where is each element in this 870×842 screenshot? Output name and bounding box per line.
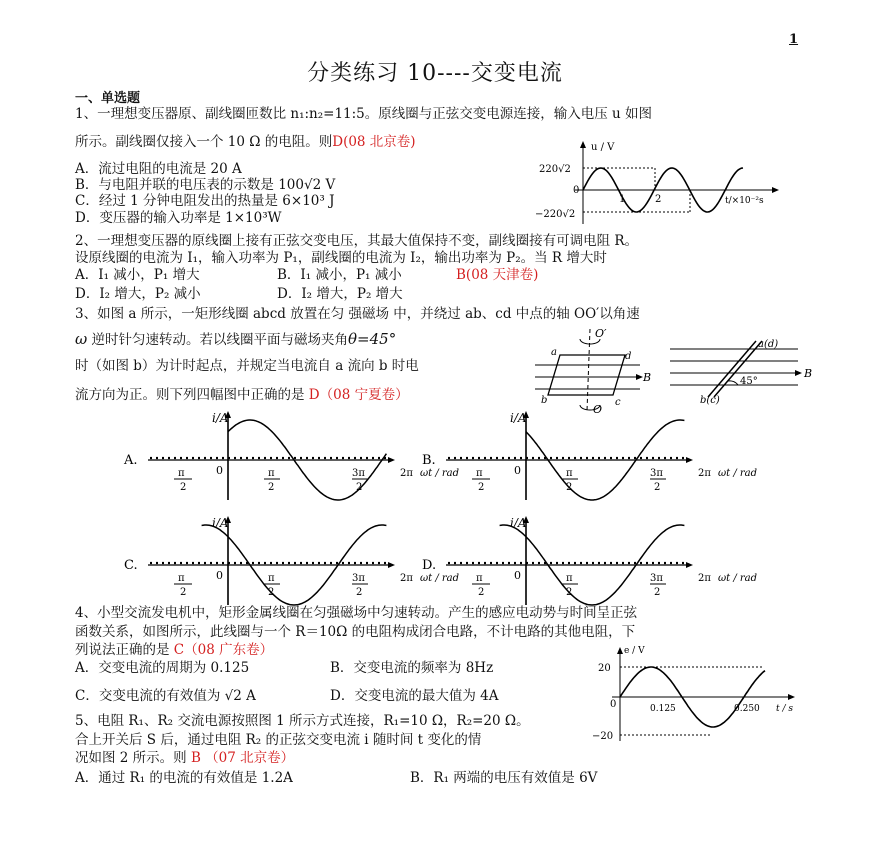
q3-graph-a <box>120 410 460 505</box>
q5-option-b: B．R₁ 两端的电压有效值是 6V <box>410 770 598 786</box>
tick-pi: π <box>566 468 573 479</box>
q3-graph-d <box>418 515 758 610</box>
q3-figure-a <box>525 325 655 415</box>
q1-option-c: C．经过 1 分钟电阻发出的热量是 6×10³ J <box>75 193 335 209</box>
tick-pi: π <box>268 573 275 584</box>
q1-graph-xlabel: t/×10⁻²s <box>725 196 764 206</box>
q1-graph-tick-2: 2 <box>655 194 662 205</box>
q3-theta: θ=45° <box>348 330 397 348</box>
q3-figa-o1: O′ <box>595 327 607 340</box>
q1-graph-zero: 0 <box>573 185 580 196</box>
tick-two: 2 <box>566 482 573 493</box>
graph-letter: A. <box>124 453 138 468</box>
q3-figa-c: c <box>615 397 621 408</box>
tick-3pi: 3π <box>650 573 663 584</box>
page-title: 分类练习 10----交变电流 <box>307 61 563 86</box>
tick-neg-two: 2 <box>180 482 187 493</box>
q5-option-a: A．通过 R₁ 的电流的有效值是 1.2A <box>75 770 293 786</box>
q1-voltage-graph <box>535 138 795 230</box>
q3-graph-b <box>418 410 758 505</box>
tick-3pi: 3π <box>352 468 365 479</box>
tick-two: 2 <box>566 587 573 598</box>
tick-neg-pi: π <box>476 573 483 584</box>
q1-graph-ypos: 220√2 <box>539 164 571 175</box>
q4-graph-yneg: −20 <box>592 731 614 742</box>
graph-letter: C. <box>124 558 138 573</box>
q1-graph-yneg: −220√2 <box>535 209 576 220</box>
tick-2pi: 2π <box>400 468 413 479</box>
q3-line1: 3、如图 a 所示，一矩形线圈 abcd 放置在匀 强磁场 中，并绕过 ab、cd 中点的轴 OO′以角速 <box>75 306 640 322</box>
q3-answer: D（08 宁夏卷） <box>308 387 409 403</box>
q3-figa-d: d <box>625 351 632 362</box>
graph-zero: 0 <box>216 569 223 582</box>
q4-line3: 列说法正确的是 C（08 广东卷） <box>75 642 274 658</box>
q4-graph-zero: 0 <box>610 699 617 710</box>
tick-two: 2 <box>268 482 275 493</box>
graph-xlabel: ωt / rad <box>718 573 758 584</box>
q5-line1: 5、电阻 R₁、R₂ 交流电源按照图 1 所示方式连接，R₁=10 Ω，R₂=20 Ω。 <box>75 713 530 729</box>
q3-figa-b: b <box>541 395 548 406</box>
tick-2pi: 2π <box>698 573 711 584</box>
q4-answer: C（08 广东卷） <box>173 642 274 658</box>
tick-3pi: 3π <box>352 573 365 584</box>
graph-ylabel: i/A <box>212 516 229 530</box>
q1-answer: D(08 北京卷) <box>332 134 416 150</box>
q4-option-c: C．交变电流的有效值为 √2 A <box>75 688 256 704</box>
q2-option-b: B．I₁ 减小，P₁ 减小 <box>277 267 402 283</box>
q3-figa-o2: O <box>593 403 603 416</box>
tick-neg-two: 2 <box>478 482 485 493</box>
q1-option-a: A．流过电阻的电流是 20 A <box>75 161 242 177</box>
q3-figb-angle: 45° <box>740 376 758 387</box>
q3-omega: ω <box>75 330 88 348</box>
q4-graph-t1: 0.125 <box>650 704 676 714</box>
q2-option-d: D．I₂ 增大，P₂ 增大 <box>277 286 403 302</box>
q1-line1: 1、一理想变压器原、副线圈匝数比 n₁:n₂=11:5。原线圈与正弦交变电源连接，输入电压 u 如图 <box>75 106 653 122</box>
q3-figb-b-field: B <box>804 367 813 380</box>
q3-graph-c <box>120 515 460 610</box>
tick-neg-pi: π <box>476 468 483 479</box>
q3-line4: 流方向为正。则下列四幅图中正确的是 D（08 宁夏卷） <box>75 387 409 403</box>
q2-answer: B(08 天津卷) <box>456 267 539 283</box>
graph-letter: D. <box>422 558 437 573</box>
q2-line2: 设原线圈的电流为 I₁，输入功率为 P₁，副线圈的电流为 I₂，输出功率为 P₂。当 R 增大时 <box>75 250 607 266</box>
q3-figa-b-field: B <box>643 371 652 384</box>
graph-ylabel: i/A <box>212 411 229 425</box>
tick-pi: π <box>566 573 573 584</box>
tick-3pi-two: 2 <box>654 587 661 598</box>
tick-3pi-two: 2 <box>356 482 363 493</box>
graph-letter: B. <box>422 453 436 468</box>
section-heading: 一、单选题 <box>75 91 141 106</box>
q4-graph-t2: 0.250 <box>734 704 760 714</box>
q4-emf-graph <box>592 645 797 745</box>
tick-2pi: 2π <box>400 573 413 584</box>
q4-graph-ylabel: e / V <box>624 646 645 656</box>
tick-3pi: 3π <box>650 468 663 479</box>
q3-line2: ω 逆时针匀速转动。若以线圈平面与磁场夹角θ=45° <box>75 330 397 348</box>
graph-xlabel: ωt / rad <box>420 573 460 584</box>
tick-3pi-two: 2 <box>356 587 363 598</box>
q5-line2: 合上开关后 S 后，通过电阻 R₂ 的正弦交变电流 i 随时间 t 变化的情 <box>75 732 482 748</box>
tick-pi: π <box>268 468 275 479</box>
tick-2pi: 2π <box>698 468 711 479</box>
graph-zero: 0 <box>514 464 521 477</box>
graph-ylabel: i/A <box>510 411 527 425</box>
q5-answer: B （07 北京卷） <box>190 750 295 766</box>
q2-line1: 2、一理想变压器的原线圈上接有正弦交变电压，其最大值保持不变，副线圈接有可调电阻 R。 <box>75 233 639 249</box>
q4-line2: 函数关系，如图所示，此线圈与一个 R＝10Ω 的电阻构成闭合电路，不计电路的其他电阻，下 <box>75 624 636 640</box>
q3-line3: 时（如图 b）为计时起点，并规定当电流自 a 流向 b 时电 <box>75 358 419 374</box>
graph-zero: 0 <box>216 464 223 477</box>
q4-graph-xlabel: t / s <box>776 704 793 714</box>
q1-graph-tick-1: 1 <box>619 194 626 205</box>
q4-graph-ypos: 20 <box>598 663 611 674</box>
q3-figure-b <box>668 335 818 405</box>
q1-option-d: D．变压器的输入功率是 1×10³W <box>75 210 282 226</box>
tick-neg-pi: π <box>178 573 185 584</box>
q3-figa-a: a <box>551 347 557 358</box>
tick-3pi-two: 2 <box>654 482 661 493</box>
q3-figb-c: b(c) <box>700 395 720 406</box>
q2-option-a: A．I₁ 减小，P₁ 增大 <box>75 267 200 283</box>
q1-option-b: B．与电阻并联的电压表的示数是 100√2 V <box>75 177 336 193</box>
q3-figb-d: a(d) <box>758 339 779 350</box>
tick-neg-two: 2 <box>180 587 187 598</box>
q4-line1: 4、小型交流发电机中，矩形金属线圈在匀强磁场中匀速转动。产生的感应电动势与时间呈正弦 <box>75 605 638 621</box>
q1-graph-ylabel: u / V <box>591 142 615 153</box>
graph-xlabel: ωt / rad <box>718 468 758 479</box>
graph-zero: 0 <box>514 569 521 582</box>
q5-line3: 况如图 2 所示。则 B （07 北京卷） <box>75 750 295 766</box>
q2-option-c: D．I₂ 增大，P₂ 减小 <box>75 286 201 302</box>
tick-two: 2 <box>268 587 275 598</box>
q4-option-b: B．交变电流的频率为 8Hz <box>330 660 494 676</box>
q4-option-a: A．交变电流的周期为 0.125 <box>75 660 250 676</box>
page-number: 1 <box>789 32 799 47</box>
tick-neg-two: 2 <box>478 587 485 598</box>
graph-xlabel: ωt / rad <box>420 468 460 479</box>
q4-option-d: D．交变电流的最大值为 4A <box>330 688 499 704</box>
graph-ylabel: i/A <box>510 516 527 530</box>
tick-neg-pi: π <box>178 468 185 479</box>
q1-line2: 所示。副线圈仅接入一个 10 Ω 的电阻。则D(08 北京卷) <box>75 134 416 150</box>
